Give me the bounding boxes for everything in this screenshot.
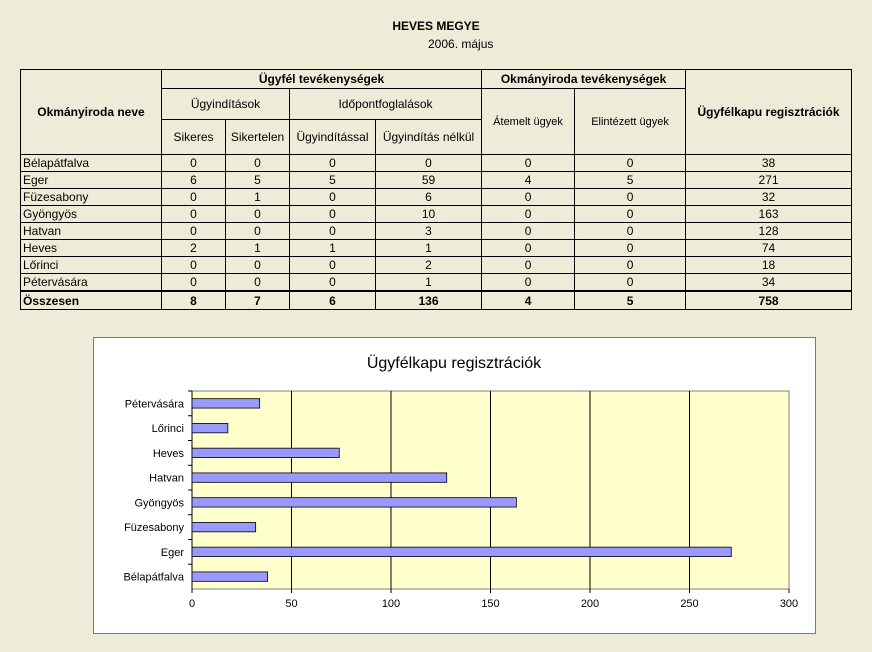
table-row	[21, 206, 852, 223]
value-cell: 18	[686, 257, 852, 274]
value-cell: 0	[162, 257, 226, 274]
y-category-label: Heves	[152, 447, 184, 460]
x-tick-label: 250	[680, 598, 699, 610]
header-idopontfoglalasok: Időpontfoglalások	[290, 89, 482, 120]
value-cell: 0	[226, 274, 290, 292]
value-cell: 0	[162, 189, 226, 206]
office-name-cell: Hatvan	[21, 223, 162, 240]
value-cell: 0	[290, 223, 376, 240]
bar-eger	[192, 547, 731, 556]
value-cell: 0	[162, 274, 226, 292]
value-cell: 59	[376, 172, 482, 189]
bar-bélapátfalva	[192, 572, 268, 581]
y-category-label: Füzesabony	[124, 522, 184, 535]
y-category-label: Lőrinci	[151, 423, 184, 436]
value-cell: 7	[226, 291, 290, 310]
value-cell: 2	[376, 257, 482, 274]
value-cell: 0	[162, 155, 226, 172]
table-row	[21, 189, 852, 206]
table-row	[21, 274, 852, 292]
y-category-label: Bélapátfalva	[123, 571, 184, 584]
value-cell: 5	[290, 172, 376, 189]
value-cell: 0	[226, 257, 290, 274]
office-name-cell: Lőrinci	[21, 257, 162, 274]
table-row	[21, 257, 852, 274]
header-ugyinditas-nelkul: Ügyindítás nélkül	[376, 120, 482, 155]
value-cell: 74	[686, 240, 852, 257]
value-cell: 0	[482, 189, 575, 206]
office-name-cell: Bélapátfalva	[21, 155, 162, 172]
header-ugyinditassal: Ügyindítással	[290, 120, 376, 155]
office-name-cell: Gyöngyös	[21, 206, 162, 223]
bar-hatvan	[192, 473, 447, 482]
value-cell: 5	[575, 291, 686, 310]
office-name-cell: Heves	[21, 240, 162, 257]
value-cell: 0	[575, 206, 686, 223]
header-sikeres: Sikeres	[162, 120, 226, 155]
office-name-cell: Füzesabony	[21, 189, 162, 206]
chart-title: Ügyfélkapu regisztrációk	[366, 355, 542, 372]
y-category-label: Eger	[160, 546, 184, 559]
value-cell: 6	[376, 189, 482, 206]
table-row	[21, 223, 852, 240]
value-cell: 0	[575, 155, 686, 172]
value-cell: 0	[482, 274, 575, 292]
table-row	[21, 240, 852, 257]
value-cell: 0	[482, 223, 575, 240]
value-cell: 6	[290, 291, 376, 310]
header-okmanyiroda-neve: Okmányiroda neve	[21, 70, 162, 155]
bar-lőrinci	[192, 423, 228, 432]
value-cell: 0	[290, 206, 376, 223]
value-cell: 0	[376, 155, 482, 172]
value-cell: 2	[162, 240, 226, 257]
value-cell: 5	[575, 172, 686, 189]
value-cell: 38	[686, 155, 852, 172]
value-cell: 1	[376, 240, 482, 257]
value-cell: 0	[162, 206, 226, 223]
x-tick-label: 200	[580, 598, 600, 610]
value-cell: 0	[482, 206, 575, 223]
value-cell: 136	[376, 291, 482, 310]
bar-heves	[192, 448, 339, 457]
header-ugyinditasok: Ügyindítások	[162, 89, 290, 120]
value-cell: 8	[162, 291, 226, 310]
value-cell: 0	[482, 240, 575, 257]
table-row	[21, 172, 852, 189]
statistics-table	[20, 69, 852, 310]
header-atemelt-ugyek: Átemelt ügyek	[482, 89, 575, 155]
value-cell: 0	[575, 223, 686, 240]
header-ugyfel-tevekenysegek: Ügyfél tevékenységek	[162, 70, 482, 89]
value-cell: 10	[376, 206, 482, 223]
value-cell: 0	[575, 240, 686, 257]
value-cell: 1	[376, 274, 482, 292]
value-cell: 0	[226, 206, 290, 223]
chart-container	[93, 337, 816, 634]
header-elintezett-ugyek: Elintézett ügyek	[575, 89, 686, 155]
value-cell: 758	[686, 291, 852, 310]
value-cell: 0	[482, 155, 575, 172]
header-okmanyiroda-tevekenysegek: Okmányiroda tevékenységek	[482, 70, 686, 89]
x-tick-label: 300	[779, 598, 799, 610]
value-cell: 0	[575, 257, 686, 274]
bar-chart	[94, 338, 815, 633]
value-cell: 0	[290, 274, 376, 292]
value-cell: 34	[686, 274, 852, 292]
y-category-label: Hatvan	[149, 472, 184, 485]
value-cell: 0	[575, 189, 686, 206]
value-cell: 4	[482, 172, 575, 189]
value-cell: 5	[226, 172, 290, 189]
y-category-label: Pétervására	[124, 398, 184, 411]
bar-pétervására	[192, 399, 260, 408]
table-row	[21, 155, 852, 172]
value-cell: 0	[290, 155, 376, 172]
value-cell: 1	[290, 240, 376, 257]
x-tick-label: 0	[188, 598, 196, 610]
value-cell: 0	[226, 223, 290, 240]
office-name-cell: Eger	[21, 172, 162, 189]
value-cell: 0	[290, 189, 376, 206]
value-cell: 271	[686, 172, 852, 189]
page-subtitle: 2006. május	[428, 37, 494, 51]
value-cell: 1	[226, 189, 290, 206]
bar-gyöngyös	[192, 498, 516, 507]
value-cell: 4	[482, 291, 575, 310]
value-cell: 128	[686, 223, 852, 240]
office-name-cell: Pétervására	[21, 274, 162, 292]
value-cell: 6	[162, 172, 226, 189]
header-ugyfelkapu: Ügyfélkapu regisztrációk	[686, 70, 852, 155]
table-total-row	[21, 291, 852, 310]
value-cell: 0	[482, 257, 575, 274]
page-title: HEVES MEGYE	[392, 19, 480, 33]
value-cell: 0	[575, 274, 686, 292]
value-cell: 0	[226, 155, 290, 172]
office-name-cell: Összesen	[21, 291, 162, 310]
value-cell: 163	[686, 206, 852, 223]
bar-füzesabony	[192, 522, 256, 531]
header-sikertelen: Sikertelen	[226, 120, 290, 155]
x-tick-label: 50	[285, 598, 298, 610]
value-cell: 32	[686, 189, 852, 206]
x-tick-label: 150	[481, 598, 500, 610]
y-category-label: Gyöngyös	[134, 497, 184, 510]
x-tick-label: 100	[381, 598, 401, 610]
value-cell: 3	[376, 223, 482, 240]
value-cell: 0	[290, 257, 376, 274]
value-cell: 0	[162, 223, 226, 240]
value-cell: 1	[226, 240, 290, 257]
